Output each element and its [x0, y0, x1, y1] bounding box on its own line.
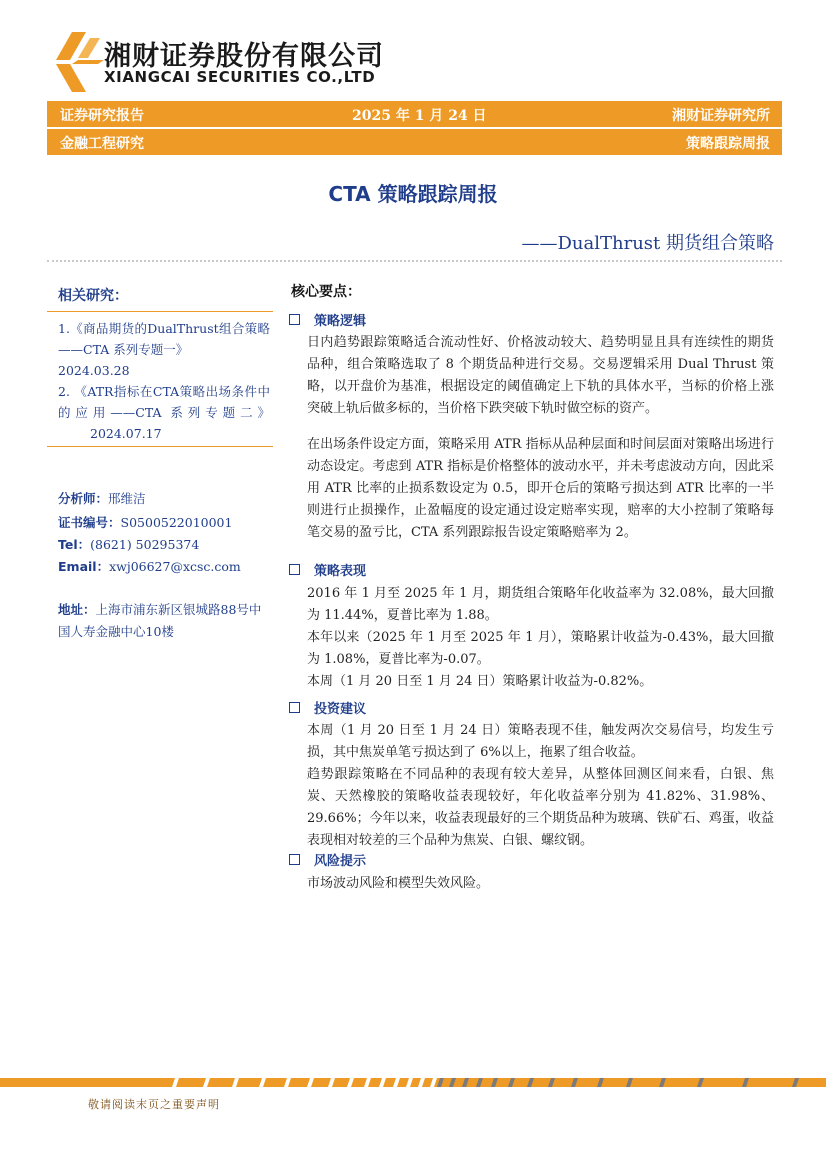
report-series: 策略跟踪周报: [686, 136, 770, 152]
checkbox-bullet-icon: [289, 314, 300, 325]
paragraph: 市场波动风险和模型失效风险。: [307, 876, 490, 891]
company-name-cn: 湘财证券股份有限公司: [104, 41, 384, 72]
email-info: [58, 557, 241, 575]
email-label: Email：: [58, 559, 110, 574]
related-item[interactable]: [58, 318, 270, 381]
tel-label: Tel：: [58, 537, 91, 552]
related-item-title[interactable]: 2. 《ATR指标在CTA策略出场条件中的应用——CTA 系列专题二》: [58, 384, 270, 420]
paragraph: 本周（1 月 20 日至 1 月 24 日）策略累计收益为-0.82%。: [307, 674, 653, 689]
header-bar-top: [47, 101, 782, 127]
checkbox-bullet-icon: [289, 702, 300, 713]
tel-number: (8621) 50295374: [90, 537, 200, 552]
title-divider: [47, 260, 782, 262]
checkbox-bullet-icon: [289, 564, 300, 575]
footer-stripe: [0, 1078, 826, 1087]
page-title: CTA 策略跟踪周报: [328, 182, 498, 206]
address-label: 地址：: [58, 602, 96, 617]
section-heading-advice: 投资建议: [289, 698, 366, 717]
paragraph: 趋势跟踪策略在不同品种的表现有较大差异，从整体回测区间来看，白银、焦炭、天然橡胶的策略收益表现较好，年化收益率分别为 41.82%、31.98%、29.66%；今年以来，收益表现最好的三个期货品种为玻璃、铁矿石、鸡蛋，收益表现相对较差的三个品种为焦炭、白银、螺纹钢。: [307, 767, 774, 848]
header-bar-bottom: [47, 129, 782, 155]
certificate-number: S0500522010001: [120, 515, 233, 530]
company-logo-icon: [48, 30, 108, 94]
paragraph: 2016 年 1 月至 2025 年 1 月，期货组合策略年化收益率为 32.08%，最大回撤为 11.44%，夏普比率为 1.88。: [307, 586, 774, 623]
tel-info: [58, 535, 199, 553]
paragraph: 本年以来（2025 年 1 月至 2025 年 1 月），策略累计收益为-0.43%，最大回撤为 1.08%，夏普比率为-0.07。: [307, 630, 774, 667]
analyst-label: 分析师：: [58, 491, 109, 506]
company-name-en: XIANGCAI SECURITIES CO.,LTD: [104, 68, 376, 86]
page-subtitle: ——DualThrust 期货组合策略: [521, 233, 774, 254]
analyst-name: 邢维洁: [108, 491, 146, 506]
section-heading-performance: 策略表现: [289, 560, 366, 579]
checkbox-bullet-icon: [289, 854, 300, 865]
address-text: 上海市浦东新区银城路88号中国人寿金融中心10楼: [58, 602, 262, 639]
sidebar-divider: [47, 311, 273, 312]
related-item-date: 2024.03.28: [58, 363, 130, 378]
address-info: [58, 599, 270, 643]
analyst-info: [58, 489, 146, 507]
related-research-list: [58, 318, 270, 444]
paragraph: 日内趋势跟踪策略适合流动性好、价格波动较大、趋势明显且具有连续性的期货品种，组合策略选取了 8 个期货品种进行交易。交易逻辑采用 Dual Thrust 策略，以开盘价为基准，根据设定的阈值确定上下轨的具体水平，当标的价格上涨突破上轨后做多标的，当价格下跌突破下轨时做空标的资产。: [307, 335, 774, 416]
paragraph: 本周（1 月 20 日至 1 月 24 日）策略表现不佳，触发两次交易信号，均发生亏损，其中焦炭单笔亏损达到了 6%以上，拖累了组合收益。: [307, 723, 774, 760]
paragraph: 在出场条件设定方面，策略采用 ATR 指标从品种层面和时间层面对策略出场进行动态设定。考虑到 ATR 指标是价格整体的波动水平，并未考虑波动方向，因此采用 ATR 比率的止损系数设定为 0.5，即开仓后的策略亏损达到 ATR 比率的一半则进行止损操作，止盈幅度的设定通过设定赔率实现，赔率的大小控制了策略每笔交易的盈亏比，CTA 系列跟踪报告设定策略赔率为 2。: [307, 437, 774, 540]
institute-name: 湘财证券研究所: [672, 108, 770, 124]
report-date: 2025 年 1 月 24 日: [352, 108, 487, 124]
section-heading-logic: 策略逻辑: [289, 310, 366, 329]
sidebar-divider: [47, 446, 273, 447]
related-item-date: 2024.07.17: [90, 426, 162, 441]
email-address[interactable]: xwj06627@xcsc.com: [109, 559, 241, 574]
section-heading-risk: 风险提示: [289, 850, 366, 869]
certificate-info: [58, 513, 232, 531]
certificate-label: 证书编号：: [58, 515, 121, 530]
core-points-heading: 核心要点：: [291, 284, 361, 300]
related-item-title[interactable]: 1.《商品期货的DualThrust组合策略——CTA 系列专题一》: [58, 321, 270, 357]
related-item[interactable]: [58, 381, 270, 444]
report-type: 证券研究报告: [60, 108, 144, 124]
disclaimer-note: 敬请阅读末页之重要声明: [88, 1098, 220, 1111]
research-category: 金融工程研究: [60, 136, 144, 152]
related-research-heading: 相关研究：: [58, 288, 128, 304]
